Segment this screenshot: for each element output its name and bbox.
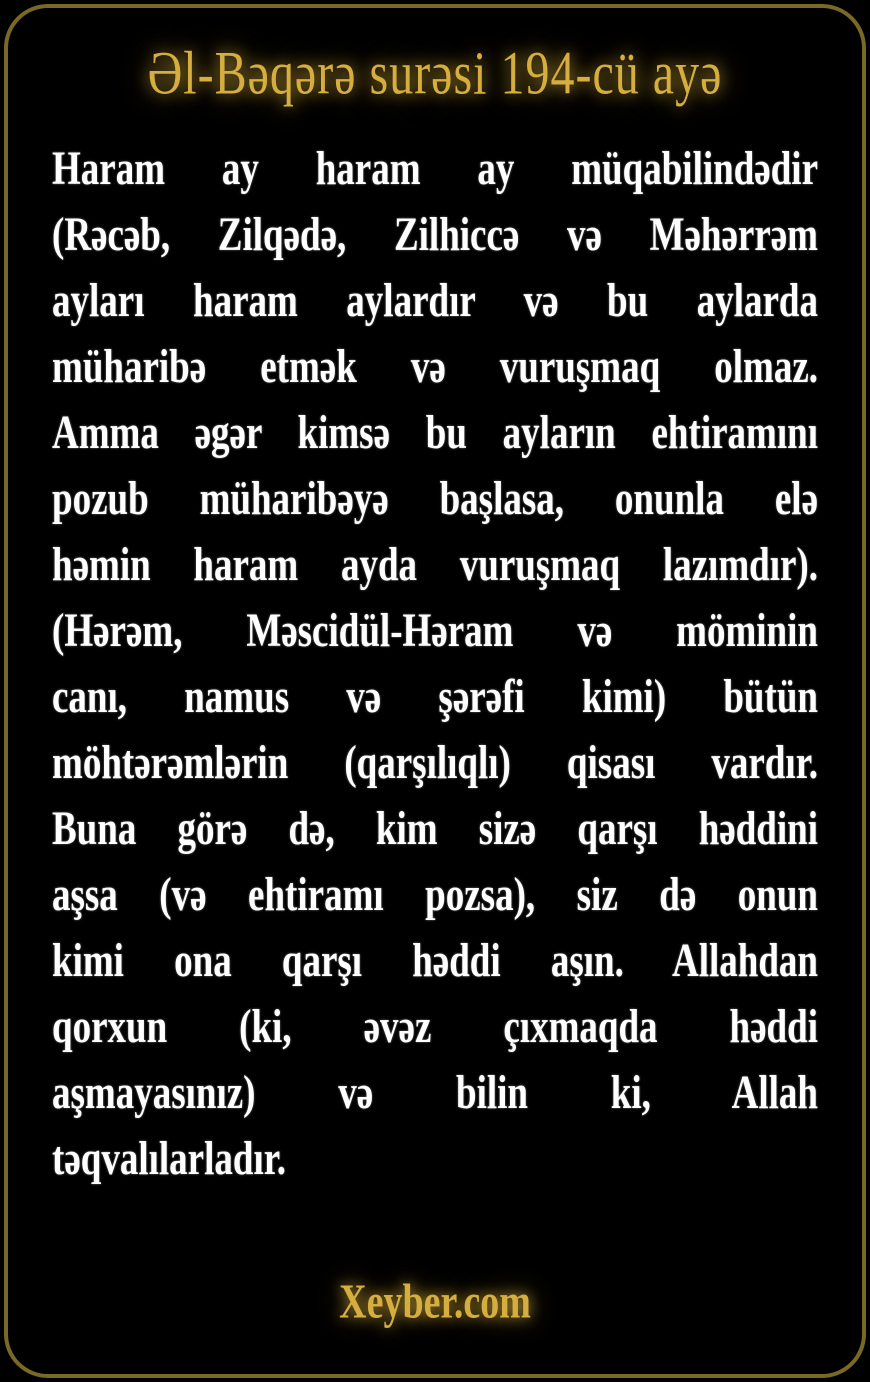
verse-line: Amma əgər kimsə bu ayların ehtiramını [52, 407, 818, 460]
verse-line: aşmayasınız) və bilin ki, Allah [52, 1067, 818, 1120]
page-title: Əl-Bəqərə surəsi 194-cü ayə [147, 39, 723, 108]
verse-line: kimi ona qarşı həddi aşın. Allahdan [52, 935, 818, 988]
verse-line: Haram ay haram ay müqabilindədir [52, 143, 818, 196]
verse-line: (Hərəm, Məscidül-Həram və möminin [52, 605, 818, 658]
verse-line: həmin haram ayda vuruşmaq lazımdır). [52, 539, 818, 592]
verse-line: müharibə etmək və vuruşmaq olmaz. [52, 341, 818, 394]
verse-line: Buna görə də, kim sizə qarşı həddini [52, 803, 818, 856]
verse-line: (Rəcəb, Zilqədə, Zilhiccə və Məhərrəm [52, 209, 818, 262]
verse-line: canı, namus və şərəfi kimi) bütün [52, 671, 818, 724]
verse-line: aşsa (və ehtiramı pozsa), siz də onun [52, 869, 818, 922]
verse-card [4, 4, 866, 1378]
verse-body [52, 137, 818, 1193]
verse-line: pozub müharibəyə başlasa, onunla elə [52, 473, 818, 526]
verse-line: ayları haram aylardır və bu aylarda [52, 275, 818, 328]
site-credit: Xeyber.com [339, 1275, 531, 1329]
verse-line: möhtərəmlərin (qarşılıqlı) qisası vardır. [52, 737, 818, 790]
verse-line: qorxun (ki, əvəz çıxmaqda həddi [52, 1001, 818, 1054]
verse-line: təqvalılarladır. [52, 1133, 286, 1186]
